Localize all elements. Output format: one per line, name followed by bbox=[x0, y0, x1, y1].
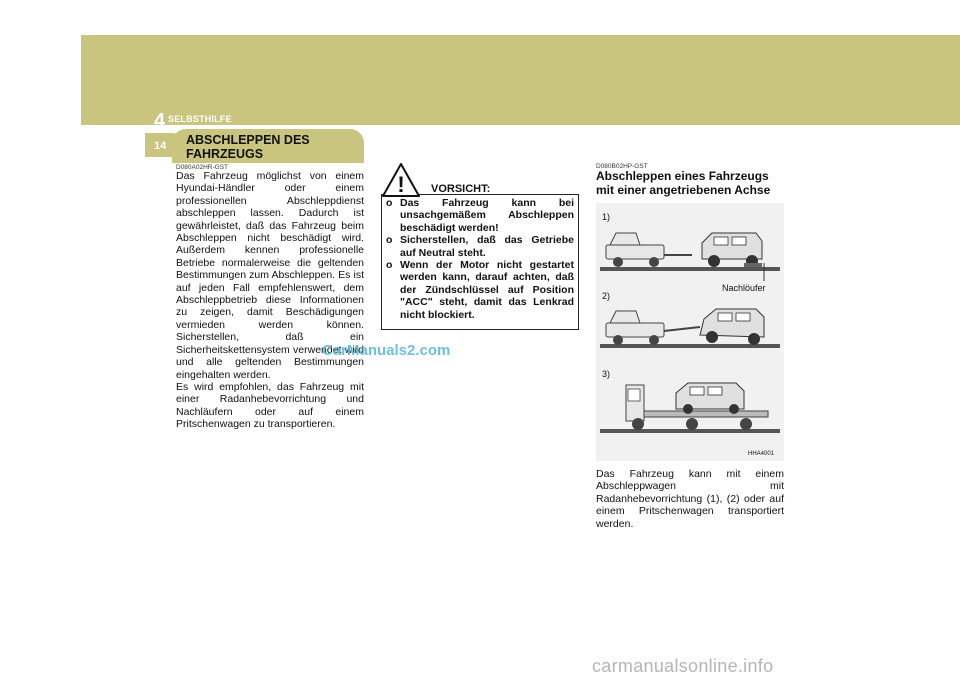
figure-label-2: 2) bbox=[602, 291, 611, 301]
carried-van bbox=[676, 383, 744, 414]
warning-triangle-icon bbox=[381, 162, 421, 198]
subsection-title: Abschleppen eines Fahrzeugs mit einer angetriebenen Achse bbox=[596, 169, 771, 197]
dolly-callout: Nachlöufer bbox=[722, 283, 766, 293]
chapter-number: 4 bbox=[154, 110, 166, 132]
body-text bbox=[176, 170, 364, 431]
paragraph-2: Es wird empfohlen, das Fahrzeug mit einer Radanhebevorrichtung und Nachläufern oder auf einem Pritschenwagen zu transportieren. bbox=[176, 380, 364, 431]
section-code: D080A02HR-GST bbox=[176, 164, 229, 171]
caution-item: o Sicherstellen, daß das Getriebe auf Neutral steht. bbox=[386, 234, 574, 259]
bullet: o bbox=[386, 197, 393, 209]
bullet: o bbox=[386, 259, 393, 272]
figure-code: HHA4001 bbox=[748, 451, 775, 457]
towing-drawing bbox=[596, 203, 784, 461]
towed-van-1 bbox=[702, 233, 762, 267]
caution-item: o Wenn der Motor nicht gestartet werden kann, darauf achten, daß der Zündschlüssel auf Position "ACC" steht, damit das Lenkrad nicht blockiert. bbox=[386, 259, 574, 321]
paragraph-1: Das Fahrzeug möglichst von einem Hyundai-Händler oder einem professionellen Abschleppdienst abschleppen lassen. Dadurch ist gewährleistet, daß das Fahrzeug beim Abschleppen nicht beschädigt wird. Außerdem kennen professionelle Betriebe normalerweise die geltenden Bestimmungen zum Abschleppen. Es ist auf jeden Fall empfehlenswert, dem Abschleppbetrieb diese Informationen zu zeigen, damit Beschädigungen vermieden werden können. Sicherstellen, daß ein Sicherheitskettensystem verwendet wird und alle geltenden Bestimmungen eingehalten werden. bbox=[176, 170, 364, 381]
caution-item: o Das Fahrzeug kann bei unsachgemäßem Abschleppen beschädigt werden! bbox=[386, 197, 574, 234]
figure-label-3: 3) bbox=[602, 369, 611, 379]
footer-watermark: carmanualsonline.info bbox=[592, 656, 774, 676]
figure-label-1: 1) bbox=[602, 212, 611, 222]
tow-truck-1 bbox=[606, 233, 692, 267]
towing-illustration bbox=[596, 203, 784, 461]
page-number: 14 bbox=[154, 140, 167, 152]
towing-description: Das Fahrzeug kann mit einem Abschleppwagen mit Radanhebevorrichtung (1), (2) oder auf einem Pritschenwagen transportiert werden. bbox=[596, 468, 784, 530]
section-title: ABSCHLEPPEN DES FAHRZEUGS bbox=[186, 133, 310, 161]
ground-1 bbox=[600, 267, 780, 271]
towed-van-2 bbox=[700, 309, 764, 345]
caution-list bbox=[386, 197, 574, 321]
caution-title: VORSICHT: bbox=[431, 183, 491, 195]
bullet: o bbox=[386, 234, 393, 247]
svg-text:!: ! bbox=[397, 172, 405, 197]
tow-truck-2 bbox=[606, 311, 700, 345]
watermark-logo: CarManuals2.com bbox=[322, 342, 451, 359]
chapter-name: SELBSTHILFE bbox=[168, 114, 232, 124]
section-code: D080B02HP-GST bbox=[596, 163, 648, 170]
